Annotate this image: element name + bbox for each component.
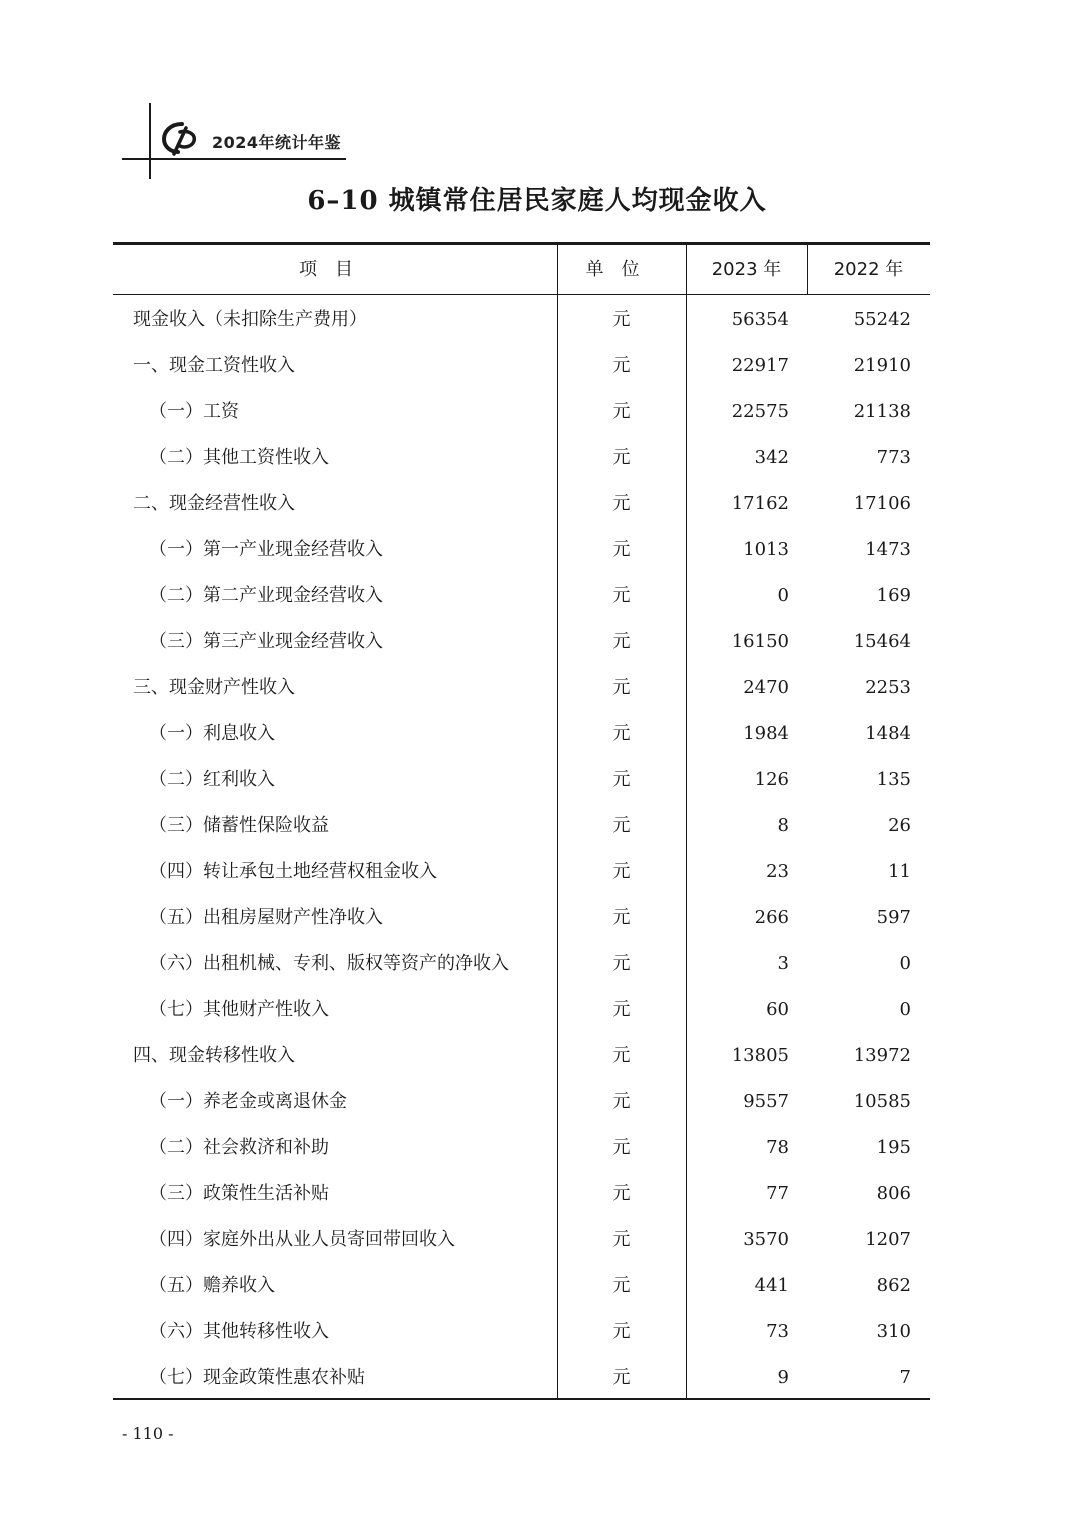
row-value-2022: 21138 (853, 401, 911, 422)
row-label: （七）现金政策性惠农补贴 (149, 1367, 365, 1388)
table-row (113, 942, 930, 988)
row-label: （一）第一产业现金经营收入 (149, 539, 383, 560)
row-value-2022: 806 (876, 1183, 911, 1204)
row-label: （五）出租房屋财产性净收入 (149, 907, 383, 928)
row-value-2022: 7 (899, 1367, 911, 1388)
row-value-2023: 342 (754, 447, 789, 468)
income-table-body (113, 298, 930, 1402)
row-label: （二）社会救济和补助 (149, 1137, 329, 1158)
row-value-2023: 22575 (731, 401, 789, 422)
column-header-2022: 2022 年 (833, 259, 904, 280)
column-header-item: 项目 (299, 259, 371, 280)
row-label: （二）其他工资性收入 (149, 447, 329, 468)
table-row (113, 390, 930, 436)
row-value-2022: 11 (888, 861, 911, 882)
row-value-2023: 9 (777, 1367, 789, 1388)
row-value-2022: 0 (899, 999, 911, 1020)
row-value-2023: 0 (777, 585, 789, 606)
row-unit: 元 (612, 677, 631, 698)
row-value-2022: 135 (876, 769, 911, 790)
row-value-2022: 17106 (853, 493, 911, 514)
row-label: （三）第三产业现金经营收入 (149, 631, 383, 652)
row-value-2023: 441 (754, 1275, 789, 1296)
row-label: 四、现金转移性收入 (133, 1045, 295, 1066)
table-row (113, 1310, 930, 1356)
table-row (113, 988, 930, 1034)
row-unit: 元 (612, 861, 631, 882)
row-value-2023: 77 (766, 1183, 789, 1204)
row-unit: 元 (612, 769, 631, 790)
row-label: （一）利息收入 (149, 723, 275, 744)
row-value-2022: 15464 (853, 631, 911, 652)
table-row (113, 1218, 930, 1264)
row-value-2023: 22917 (731, 355, 789, 376)
row-unit: 元 (612, 1367, 631, 1388)
page-number: - 110 - (122, 1424, 174, 1443)
row-unit: 元 (612, 1045, 631, 1066)
row-value-2022: 0 (899, 953, 911, 974)
table-row (113, 804, 930, 850)
row-value-2023: 13805 (731, 1045, 789, 1066)
row-unit: 元 (612, 355, 631, 376)
row-value-2022: 1484 (865, 723, 911, 744)
row-label: 一、现金工资性收入 (133, 355, 295, 376)
table-row (113, 1080, 930, 1126)
row-unit: 元 (612, 999, 631, 1020)
row-label: （一）养老金或离退休金 (149, 1091, 347, 1112)
row-label: （七）其他财产性收入 (149, 999, 329, 1020)
row-label: （六）出租机械、专利、版权等资产的净收入 (149, 953, 509, 974)
row-value-2022: 169 (876, 585, 911, 606)
row-value-2022: 10585 (853, 1091, 911, 1112)
row-unit: 元 (612, 1183, 631, 1204)
row-value-2023: 8 (777, 815, 789, 836)
table-row (113, 1126, 930, 1172)
row-value-2022: 310 (876, 1321, 911, 1342)
row-value-2023: 3570 (743, 1229, 789, 1250)
row-value-2023: 16150 (731, 631, 789, 652)
row-value-2023: 9557 (743, 1091, 789, 1112)
row-label: （三）储蓄性保险收益 (149, 815, 329, 836)
row-label: 二、现金经营性收入 (133, 493, 295, 514)
row-value-2023: 126 (754, 769, 789, 790)
row-label: 三、现金财产性收入 (133, 677, 295, 698)
row-unit: 元 (612, 1321, 631, 1342)
row-unit: 元 (612, 907, 631, 928)
row-value-2022: 13972 (853, 1045, 911, 1066)
row-label: （三）政策性生活补贴 (149, 1183, 329, 1204)
row-value-2023: 266 (754, 907, 789, 928)
row-unit: 元 (612, 1275, 631, 1296)
row-unit: 元 (612, 539, 631, 560)
header-horizontal-rule (122, 158, 346, 160)
column-header-unit: 单位 (585, 259, 658, 280)
row-value-2022: 1207 (865, 1229, 911, 1250)
page-title: 6–10 城镇常住居民家庭人均现金收入 (307, 186, 767, 216)
yearbook-logo-icon (160, 118, 200, 158)
table-row (113, 1034, 930, 1080)
row-value-2023: 1984 (743, 723, 789, 744)
row-value-2022: 773 (876, 447, 911, 468)
table-row (113, 436, 930, 482)
row-unit: 元 (612, 953, 631, 974)
row-unit: 元 (612, 401, 631, 422)
row-unit: 元 (612, 815, 631, 836)
row-unit: 元 (612, 723, 631, 744)
row-unit: 元 (612, 447, 631, 468)
row-unit: 元 (612, 1137, 631, 1158)
row-unit: 元 (612, 309, 631, 330)
yearbook-name: 2024年统计年鉴 (212, 133, 342, 152)
row-value-2022: 55242 (853, 309, 911, 330)
row-value-2023: 1013 (743, 539, 789, 560)
row-value-2022: 26 (888, 815, 911, 836)
row-label: （一）工资 (149, 401, 239, 422)
table-row (113, 620, 930, 666)
row-label: （四）转让承包土地经营权租金收入 (149, 861, 437, 882)
row-value-2023: 23 (766, 861, 789, 882)
table-row (113, 298, 930, 344)
table-row (113, 850, 930, 896)
table-row (113, 896, 930, 942)
table-row (113, 574, 930, 620)
row-value-2023: 2470 (743, 677, 789, 698)
row-value-2023: 78 (766, 1137, 789, 1158)
row-value-2022: 195 (876, 1137, 911, 1158)
row-label: （二）红利收入 (149, 769, 275, 790)
table-row (113, 482, 930, 528)
row-unit: 元 (612, 1091, 631, 1112)
table-row (113, 758, 930, 804)
row-unit: 元 (612, 493, 631, 514)
row-unit: 元 (612, 631, 631, 652)
row-label: （五）赡养收入 (149, 1275, 275, 1296)
row-label: （六）其他转移性收入 (149, 1321, 329, 1342)
row-value-2023: 73 (766, 1321, 789, 1342)
table-row (113, 344, 930, 390)
row-value-2023: 17162 (731, 493, 789, 514)
table-row (113, 712, 930, 758)
table-row (113, 528, 930, 574)
header-vertical-rule (149, 103, 151, 179)
row-label: （二）第二产业现金经营收入 (149, 585, 383, 606)
row-value-2022: 2253 (865, 677, 911, 698)
row-unit: 元 (612, 585, 631, 606)
row-value-2023: 56354 (731, 309, 789, 330)
table-row (113, 1356, 930, 1402)
row-value-2022: 21910 (853, 355, 911, 376)
row-value-2022: 862 (876, 1275, 911, 1296)
column-header-2023: 2023 年 (711, 259, 782, 280)
table-row (113, 666, 930, 712)
table-row (113, 1172, 930, 1218)
row-value-2023: 60 (766, 999, 789, 1020)
row-value-2022: 1473 (865, 539, 911, 560)
table-row (113, 1264, 930, 1310)
row-value-2022: 597 (876, 907, 911, 928)
row-value-2023: 3 (777, 953, 789, 974)
row-unit: 元 (612, 1229, 631, 1250)
row-label: 现金收入（未扣除生产费用） (133, 309, 367, 330)
row-label: （四）家庭外出从业人员寄回带回收入 (149, 1229, 455, 1250)
